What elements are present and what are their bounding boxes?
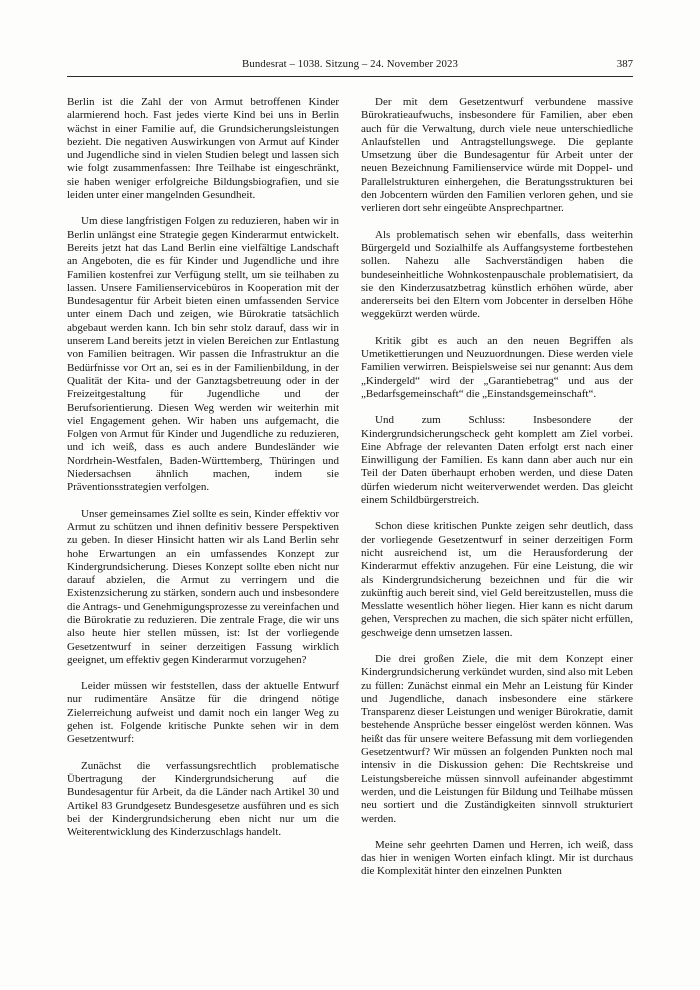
page-number: 387: [616, 58, 633, 70]
paragraph: Zunächst die verfassungsrechtlich problematische Übertragung der Kindergrundsicherung auf die Bundesagentur für Arbeit, da die Länder nach Artikel 30 und Artikel 83 Grundgesetz Bundesgesetze ausführen und es sich bei der Kindergrundsicherung eben nicht nur um die Weiterentwicklung des Kinderzuschlags handelt.: [67, 759, 339, 839]
paragraph: Die drei großen Ziele, die mit dem Konzept einer Kindergrundsicherung verkündet wurden, sind also mit Leben zu füllen: Zunächst einmal ein Mehr an Leistung für Kinder und Jugendliche, danach insbesondere eine stärkere Transparenz dieser Leistungen und weniger Bürokratie, damit bestehende Ansprüche besser eingelöst werden können. Was heißt das für unsere weitere Befassung mit dem vorliegenden Gesetzentwurf? Wir müssen an folgenden Punkten noch mal intensiv in die Diskussion gehen: Die Rechtskreise und Leistungsbereiche müssen sinnvoll aufeinander abgestimmt werden, und die Leistungen für Bildung und Teilhabe müssen neu sortiert und die Zuständigkeiten sinnvoll strukturiert werden.: [361, 652, 634, 825]
left-column: [67, 96, 339, 892]
paragraph: Der mit dem Gesetzentwurf verbundene massive Bürokratieaufwuchs, insbesondere für Familien, aber eben auch für die Verwaltung, durch viele neue unterschiedliche Anlaufstellen und Antragstellungswege. Die geplante Umsetzung über die Bundesagentur für Arbeit unter der neuen Bezeichnung Familienservice würde mit Doppel- und Parallelstrukturen einhergehen, die Beratungsstrukturen bei den Jobcentern würden den Familien verloren gehen, und sie verlieren dort sehr eingeübte Ansprechpartner.: [361, 96, 633, 215]
paragraph: Als problematisch sehen wir ebenfalls, dass weiterhin Bürgergeld und Sozialhilfe als Auffangsysteme fortbestehen sollen. Nahezu alle Sachverständigen haben die bundeseinheitliche Wohnkostenpauschale problematisiert, da sie den Kinderzusatzbetrag künstlich erhöhen würde, aber andererseits bei den Eltern vom Jobcenter in derselben Höhe weggekürzt werden würde.: [361, 228, 633, 321]
paragraph: Meine sehr geehrten Damen und Herren, ich weiß, dass das hier in wenigen Worten einfach klingt. Mir ist durchaus die Komplexität hinter den einzelnen Punkten: [361, 838, 633, 878]
header-rule: [67, 76, 633, 77]
paragraph: Unser gemeinsames Ziel sollte es sein, Kinder effektiv vor Armut zu schützen und ihnen definitiv bessere Perspektiven zu geben. In dieser Hinsicht hatten wir als Land Berlin sehr hohe Erwartungen an ein umfassendes Konzept zur Kindergrundsicherung. Dieses Konzept sollte eben nicht nur darauf abzielen, die Armut zu verringern und die Existenzsicherung zu stärken, sondern auch und insbesondere die Antrags- und Genehmigungsprozesse zu vereinfachen und die Bürokratie zu reduzieren. Die zentrale Frage, die wir uns also heute hier stellen müssen, ist: Ist der vorliegende Gesetzentwurf in seiner derzeitigen Fassung wirklich geeignet, um effektiv gegen Kinderarmut vorzugehen?: [67, 507, 339, 666]
paragraph: Schon diese kritischen Punkte zeigen sehr deutlich, dass der vorliegende Gesetzentwurf in seiner derzeitigen Form nicht ausreichend ist, um die Herausforderung der Kinderarmut effektiv anzugehen. Für eine Leistung, die wir als Kindergrundsicherung bezeichnen und für die wir zukünftig auch bereit sind, viel Geld bereitzustellen, muss die Messlatte wesentlich höher liegen. Hier kann es nicht darum gehen, Versprechen zu machen, die sich später nicht erfüllen, geschweige denn umsetzen lassen.: [361, 520, 633, 639]
paragraph: Leider müssen wir feststellen, dass der aktuelle Entwurf nur rudimentäre Ansätze für die dringend nötige Zielerreichung aufweist und damit noch ein langer Weg zu gehen ist. Folgende kritische Punkte sehen wir in dem Gesetzentwurf:: [67, 680, 339, 746]
right-column: [361, 96, 633, 892]
page-header: [67, 57, 633, 72]
paragraph: Und zum Schluss: Insbesondere der Kindergrundsicherungscheck geht komplett am Ziel vorbei. Eine Abfrage der relevanten Daten erfolgt erst nach einer Einwilligung der Familien. Es kann dann aber auch nur ein Teil der Daten überhaupt erhoben werden, und diese Daten dürfen wiederum nicht weiterverwendet werden. Das gleicht einem Schildbürgerstreich.: [361, 414, 633, 507]
page-body: [67, 96, 633, 892]
paragraph: Kritik gibt es auch an den neuen Begriffen als Umetikettierungen und Neuzuordnungen. Diese werden viele Familien verwirren. Beispielsweise sei nur genannt: Aus dem „Kindergeld“ wird der „Garantiebetrag“ und aus der „Bedarfsgemeinschaft“ die „Einstandsgemeinschaft“.: [361, 334, 633, 400]
paragraph: Um diese langfristigen Folgen zu reduzieren, haben wir in Berlin unlängst eine Strategie gegen Kinderarmut entwickelt. Bereits jetzt hat das Land Berlin eine vielfältige Landschaft an Angeboten, die es für Kinder und Jugendliche und ihre Familien kostenfrei zur Verfügung stellt, um sie teilhaben zu lassen. Unsere Familienservicebüros in Kooperation mit der Bundesagentur für Arbeit bieten einen umfassenden Service unter einem Dach und zeigen, wie Bürokratie tatsächlich abgebaut werden kann. Ich bin sehr stolz darauf, dass wir in unserem Land bereits jetzt in vielen Bereichen zur Entlastung von Familien beitragen. Wir passen die Infrastruktur an die Bedürfnisse vor Ort an, sei es in der Familienbildung, in der Qualität der Kita- und der Ganztagsbetreuung oder in der Freizeitgestaltung für Jugendliche und der Berufsorientierung. Diesen Weg werden wir weiterhin mit viel Engagement gehen. Wir haben uns aufgemacht, die Folgen von Armut für Kinder und Jugendliche zu reduzieren, und ich weiß, dass es auch andere Bundesländer wie Nordrhein-Westfalen, Baden-Württemberg, Thüringen und Niedersachsen ähnlich machen, indem sie Präventionsstrategien verfolgen.: [67, 215, 339, 494]
paragraph: Berlin ist die Zahl der von Armut betroffenen Kinder alarmierend hoch. Fast jedes vierte Kind bei uns in Berlin wächst in einer Familie auf, die Grundsicherungsleistungen bezieht. Die negativen Auswirkungen von Armut auf Kinder und Jugendliche sind in vielen Studien belegt und lassen sich wie folgt zusammenfassen: Ihre Teilhabe ist eingeschränkt, sie haben weniger erfolgreiche Bildungsbiografien, und sie leiden unter einer mangelnden Gesundheit.: [67, 96, 339, 202]
header-title: Bundesrat – 1038. Sitzung – 24. November 2023: [242, 58, 458, 70]
